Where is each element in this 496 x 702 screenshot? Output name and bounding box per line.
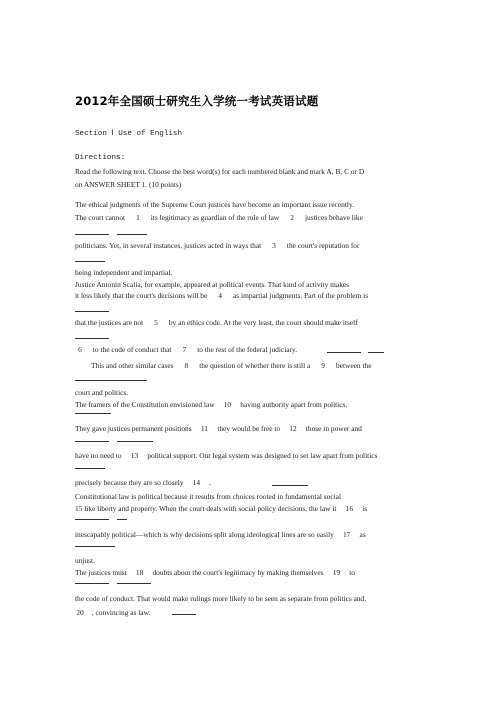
passage-text: This and other similar cases <box>91 361 174 370</box>
passage-text: precisely because they are so closely <box>75 478 184 487</box>
blank-number: 9 <box>321 361 325 370</box>
passage-text: politicians. Yet, in several instances, justices acted in ways that <box>75 241 262 250</box>
passage-text: to <box>349 568 355 577</box>
passage-line <box>75 345 297 354</box>
passage-text: by an ethics code. At the very least, the court should make itself <box>168 318 358 327</box>
answer-rule <box>75 338 109 339</box>
directions-heading: Directions: <box>75 154 126 162</box>
blank-number: 13 <box>130 451 139 460</box>
blank-number: 11 <box>200 424 209 433</box>
passage-line: court and politics. <box>75 388 129 397</box>
answer-rule <box>117 519 127 520</box>
passage-text: , convincing as law. <box>91 608 151 617</box>
blank-number: 12 <box>289 424 297 433</box>
passage-text: they would be free to <box>217 424 281 433</box>
passage-text: those in power and <box>305 424 362 433</box>
blank-number: 4 <box>218 291 222 300</box>
directions-line: Read the following text. Choose the best word(s) for each numbered blank and mark A, B, C or D <box>75 167 365 176</box>
blank-number: 6 <box>78 345 82 354</box>
passage-text: its legitimacy as guardian of the rule of law <box>150 213 280 222</box>
passage-text: justices behave like <box>305 213 363 222</box>
passage-line <box>75 424 362 433</box>
passage-text: inescapably political—which is why decisions split along ideological lines are so easily <box>75 530 334 539</box>
passage-text: having authority apart from politics. <box>240 400 348 409</box>
blank-number: 10 <box>223 400 232 409</box>
passage-text: between the <box>336 361 372 370</box>
answer-rule <box>272 485 308 486</box>
passage-text: 15 like liberty and property. When the court deals with social policy decisions, the law it <box>75 504 337 513</box>
blank-number: 17 <box>342 530 351 539</box>
passage-text: as impartial judgments. Part of the problem is <box>233 291 369 300</box>
passage-line: Constitutional law is political because it results from choices rooted in fundamental social <box>75 492 341 501</box>
passage-line <box>75 400 347 409</box>
passage-line <box>75 451 377 460</box>
answer-rule <box>172 614 196 615</box>
blank-number: 7 <box>182 345 187 354</box>
passage-line <box>75 478 211 487</box>
passage-text: the court's reputation for <box>286 241 360 250</box>
passage-line: being independent and impartial. <box>75 268 173 277</box>
blank-number: 14 <box>192 478 201 487</box>
answer-rule <box>117 234 147 235</box>
answer-rule <box>75 583 109 584</box>
answer-rule <box>368 352 384 353</box>
answer-rule <box>117 441 153 442</box>
blank-number: 18 <box>135 568 144 577</box>
passage-line: the code of conduct. That would make rulings more likely to be seen as separate from politics and, <box>75 594 367 603</box>
passage-line <box>91 361 372 370</box>
answer-rule <box>75 441 109 442</box>
passage-text: is <box>362 504 368 513</box>
passage-text: to the rest of the federal judiciary. <box>197 345 298 354</box>
passage-text: They gave justices permanent positions <box>75 424 192 433</box>
passage-line <box>75 530 366 539</box>
passage-line <box>75 568 355 577</box>
section-heading: Section Ⅰ Use of English <box>75 130 183 138</box>
passage-line <box>75 241 359 250</box>
passage-line <box>75 291 368 300</box>
passage-text: to the code of conduct that <box>92 345 172 354</box>
passage-text: have no need to <box>75 451 122 460</box>
answer-rule <box>117 583 151 584</box>
passage-text: it less likely that the court's decisions will be <box>75 291 208 300</box>
passage-text: that the justices are not <box>75 318 144 327</box>
blank-number: 8 <box>184 361 189 370</box>
passage-text: as <box>359 530 366 539</box>
blank-number: 19 <box>332 568 341 577</box>
answer-rule <box>327 352 361 353</box>
blank-number: 16 <box>345 504 354 513</box>
passage-line <box>75 318 358 327</box>
answer-rule <box>75 519 109 520</box>
blank-number: 3 <box>272 241 276 250</box>
passage-text: The justices must <box>75 568 127 577</box>
passage-line <box>75 213 363 222</box>
blank-number: 5 <box>154 318 158 327</box>
directions-line: on ANSWER SHEET 1. (10 points) <box>75 180 182 189</box>
answer-rule <box>75 311 109 312</box>
answer-rule <box>75 380 147 381</box>
answer-rule <box>75 234 109 235</box>
answer-rule <box>75 413 111 414</box>
passage-text: . <box>209 478 212 487</box>
passage-line: Justice Antonin Scalia, for example, appeared at political events. That kind of activity makes <box>75 280 350 289</box>
answer-rule <box>75 546 115 547</box>
passage-line: The ethical judgments of the Supreme Court justices have become an important issue recently. <box>75 200 355 209</box>
passage-line: unjust. <box>75 556 95 565</box>
passage-text: The court cannot <box>75 213 126 222</box>
passage-text: the question of whether there is still a <box>199 361 311 370</box>
passage-text: doubts about the court's legitimacy by making themselves <box>152 568 324 577</box>
answer-rule <box>75 261 105 262</box>
passage-line <box>75 608 150 617</box>
passage-text: political support. Our legal system was designed to set law apart from politics <box>147 451 378 460</box>
passage-text: The framers of the Constitution envisioned law <box>75 400 215 409</box>
blank-number: 20 <box>76 608 84 617</box>
blank-number: 1 <box>136 213 140 222</box>
page-title: 2012年全国硕士研究生入学统一考试英语试题 <box>75 94 319 108</box>
answer-rule <box>75 468 105 469</box>
passage-line <box>75 504 367 513</box>
blank-number: 2 <box>290 213 294 222</box>
